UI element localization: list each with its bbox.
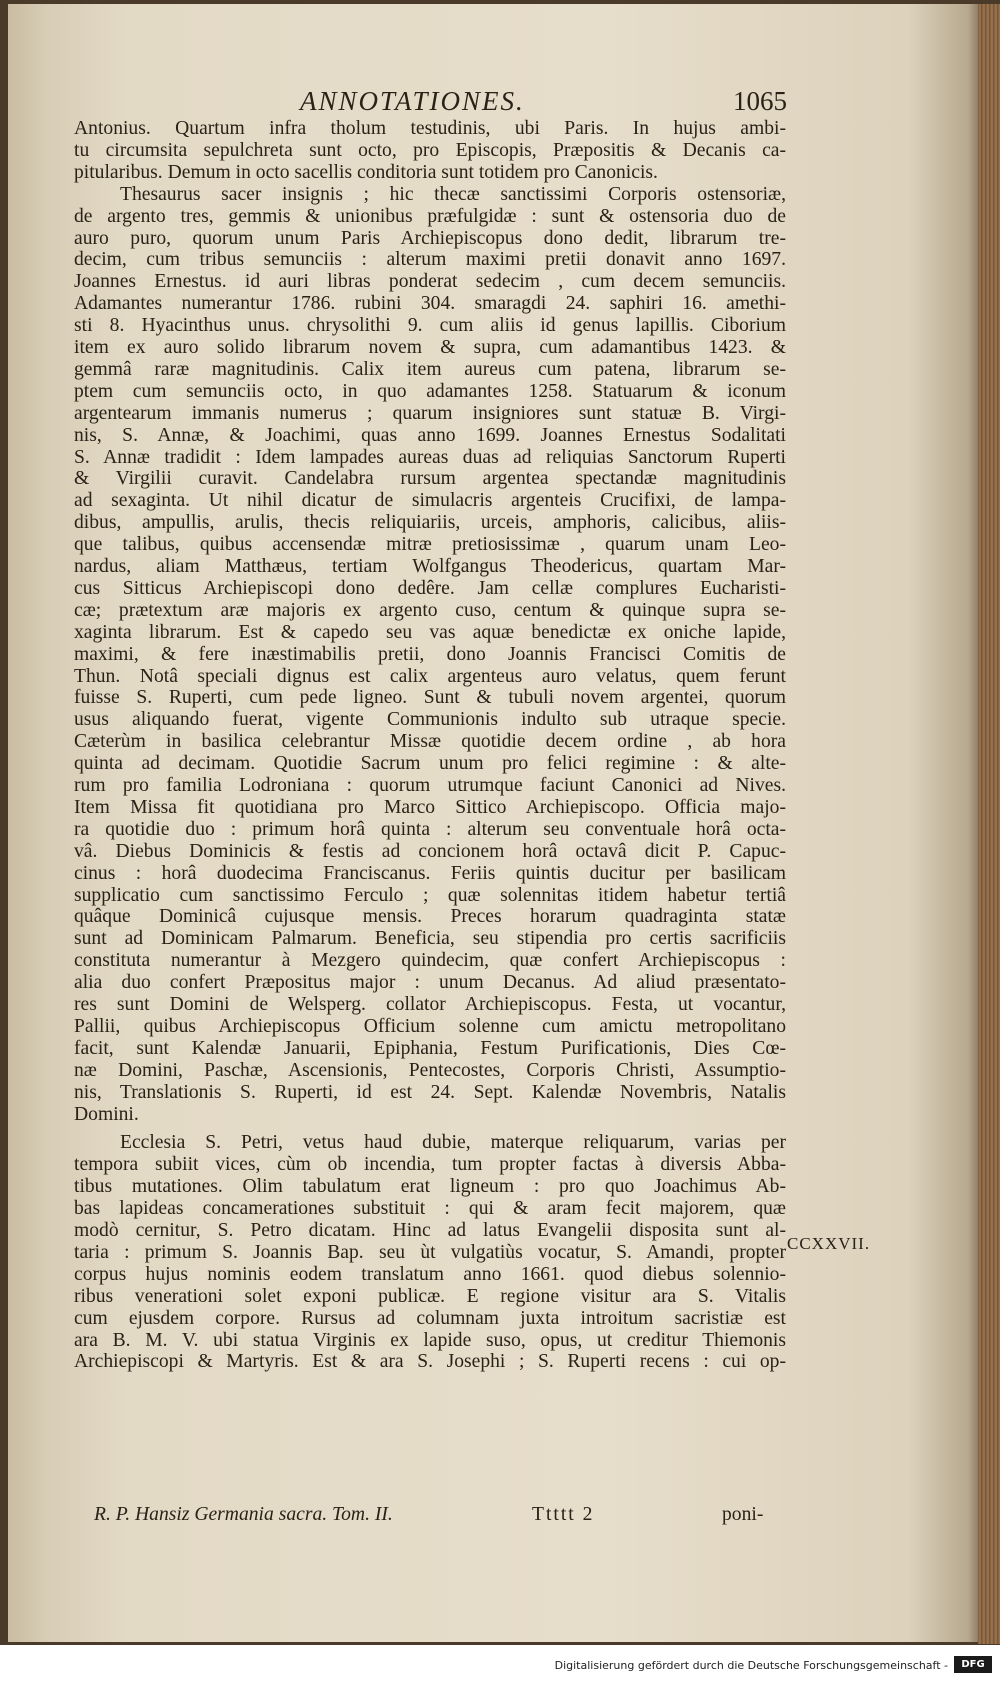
text-line: modò cernitur, S. Petro dicatam. Hinc ad latus Evangelii disposita sunt al- — [74, 1220, 786, 1241]
text-line: Antonius. Quartum infra tholum testudinis, ubi Paris. In hujus ambi- — [74, 118, 786, 139]
text-line: & Virgilii curavit. Candelabra rursum argentea spectandæ magnitudinis — [74, 468, 786, 490]
text-line: Domini. — [74, 1103, 139, 1125]
text-line: supplicatio cum sanctissimo Ferculo ; quæ solennitas itidem habetur tertiâ — [74, 884, 786, 906]
text-line: taria : primum S. Joannis Bap. seu ùt vulgatiùs vocatur, S. Amandi, propter — [74, 1241, 786, 1263]
text-line: de argento tres, gemmis & unionibus præfulgidæ : sunt & ostensoria duo de — [74, 205, 786, 227]
text-line: ribus venerationi solet exponi publicæ. E regione visitur ara S. Vitalis — [74, 1285, 786, 1307]
text-line: cæ; prætextum aræ majoris ex argento cuso, centum & quinque supra se- — [74, 599, 786, 621]
text-line: cum ejusdem corpore. Rursus ad columnam juxta introitum sacristiæ est — [74, 1307, 786, 1329]
text-line: Adamantes numerantur 1786. rubini 304. smaragdi 24. saphiri 16. amethi- — [74, 293, 786, 315]
text-line: que talibus, quibus accensendæ mitræ pretiosissimæ , quarum unam Leo- — [74, 534, 786, 556]
text-line: quinta ad decimam. Quotidie Sacrum unum pro felici regimine : & alte- — [74, 753, 786, 775]
text-line: sti 8. Hyacinthus unus. chrysolithi 9. cum aliis id genus lapillis. Ciborium — [74, 315, 786, 337]
text-line: alia duo confert Præpositus major : unum Decanus. Ad aliud præsentato- — [74, 972, 786, 994]
dfg-credit-text: Digitalisierung gefördert durch die Deutsche Forschungsgemeinschaft - — [554, 1659, 948, 1672]
text-line: quâque Dominicâ cujusque mensis. Preces horarum quadraginta statæ — [74, 906, 786, 928]
text-line: vâ. Diebus Dominicis & festis ad concionem horâ octavâ dicit P. Capuc- — [74, 840, 786, 862]
text-line: xaginta librarum. Est & capedo seu vas aquæ benedictæ ex oniche lapide, — [74, 621, 786, 643]
text-line: Cæterùm in basilica celebrantur Missæ quotidie decem ordine , ab hora — [74, 731, 786, 753]
text-line: ara B. M. V. ubi statua Virginis ex lapide suso, opus, ut creditur Thiemonis — [74, 1329, 786, 1351]
text-line: res sunt Domini de Welsperg. collator Archiepiscopus. Festa, ut vocantur, — [74, 994, 786, 1015]
text-line: argentearum immanis numerus ; quarum insigniores sunt statuæ B. Virgi- — [74, 402, 786, 424]
text-line: næ Domini, Paschæ, Ascensionis, Pentecostes, Corporis Christi, Assumptio- — [74, 1059, 786, 1081]
text-line: rum pro familia Lodroniana : quorum utrumque faciunt Canonici ad Nives. — [74, 775, 786, 796]
running-head: ANNOTATIONES. — [300, 86, 525, 116]
catchword: poni- — [722, 1504, 764, 1525]
text-line: nis, S. Annæ, & Joachimi, quas anno 1699. Joannes Ernestus Sodalitati — [74, 424, 786, 446]
text-line: corpus hujus nominis eodem translatum anno 1661. quod diebus solennio- — [74, 1263, 786, 1285]
text-line: auro puro, quorum unum Paris Archiepiscopus dono dedit, librarum tre- — [74, 227, 786, 249]
text-line: Thun. Notâ speciali dignus est calix argenteus auro velatus, quem ferunt — [74, 665, 786, 687]
text-line: facit, sunt Kalendæ Januarii, Epiphania, Festum Purificationis, Dies Cœ- — [74, 1037, 786, 1059]
text-line: fuisse S. Ruperti, cum pede ligneo. Sunt & tubuli novem argentei, quorum — [74, 687, 786, 709]
text-line: Thesaurus sacer insignis ; hic thecæ sanctissimi Corporis ostensoriæ, — [120, 183, 786, 205]
text-line: bas lapideas concamerationes substituit : qui & aram fecit majorem, quæ — [74, 1198, 786, 1220]
margin-note: CCXXVII. — [787, 1234, 871, 1253]
text-line: ptem cum semunciis octo, in quo adamantes 1258. Statuarum & iconum — [74, 380, 786, 402]
text-line: item ex auro solido librarum novem & supra, cum adamantibus 1423. & — [74, 337, 786, 358]
text-line: ra quotidie duo : primum horâ quinta : alterum seu conventuale horâ octa- — [74, 818, 786, 840]
dfg-logo: DFG — [954, 1656, 992, 1673]
footer-signature: R. P. Hansiz Germania sacra. Tom. II. — [94, 1504, 393, 1525]
text-line: Joannes Ernestus. id auri libras ponderat sedecim , cum decem semunciis. — [74, 271, 786, 293]
text-line: ad sexaginta. Ut nihil dicatur de simulacris argenteis Crucifixi, de lampa- — [74, 490, 786, 512]
text-line: nis, Translationis S. Ruperti, id est 24. Sept. Kalendæ Novembris, Natalis — [74, 1081, 786, 1103]
text-line: cinus : horâ duodecima Franciscanus. Feriis quintis ducitur per basilicam — [74, 862, 786, 884]
text-line: cus Sitticus Archiepiscopi dono dedêre. Jam cellæ complures Eucharisti- — [74, 577, 786, 599]
text-line: Archiepiscopi & Martyris. Est & ara S. Josephi ; S. Ruperti recens : cui op- — [74, 1351, 786, 1373]
text-line: Ecclesia S. Petri, vetus haud dubie, materque reliquarum, varias per — [120, 1132, 786, 1154]
text-line: gemmâ raræ magnitudinis. Calix item aureus cum patena, librarum se- — [74, 358, 786, 380]
text-line: Item Missa fit quotidiana pro Marco Sittico Archiepiscopo. Officia majo- — [74, 796, 786, 818]
dfg-credit-bar — [0, 1645, 1000, 1683]
text-line: pitularibus. Demum in octo sacellis conditoria sunt totidem pro Canonicis. — [74, 161, 658, 183]
text-line: usus aliquando fuerat, vigente Communionis indulto sub utraque specie. — [74, 709, 786, 731]
text-line: Pallii, quibus Archiepiscopus Officium solenne cum amictu metropolitano — [74, 1015, 786, 1037]
text-line: nardus, aliam Matthæus, tertiam Wolfgangus Theodericus, quartam Mar- — [74, 556, 786, 577]
text-line: tu circumsita sepulchreta sunt octo, pro Episcopis, Præpositis & Decanis ca- — [74, 139, 786, 161]
text-line: dibus, ampullis, arulis, thecis reliquiariis, urceis, amphoris, calicibus, aliis- — [74, 512, 786, 534]
text-line: maximi, & fere inæstimabilis pretii, dono Joannis Francisci Comitis de — [74, 643, 786, 665]
text-line: sunt ad Dominicam Palmarum. Beneficia, seu stipendia pro certis sacrificiis — [74, 928, 786, 950]
text-line: tempora subiit vices, cùm ob incendia, tum propter factas à diversis Abba- — [74, 1154, 786, 1176]
text-line: decim, cum tribus semunciis : alterum maximi pretii donavit anno 1697. — [74, 249, 786, 271]
text-line: tibus mutationes. Olim tabulatum erat ligneum : pro quo Joachimus Ab- — [74, 1176, 786, 1198]
text-line: S. Annæ tradidit : Idem lampades aureas duas ad reliquias Sanctorum Ruperti — [74, 446, 786, 468]
book-fore-edge — [978, 4, 1000, 1644]
gathering-mark: Ttttt 2 — [532, 1504, 595, 1525]
page-number: 1065 — [733, 86, 787, 116]
text-line: constituta numerantur à Mezgero quindecim, quæ confert Archiepiscopus : — [74, 950, 786, 972]
